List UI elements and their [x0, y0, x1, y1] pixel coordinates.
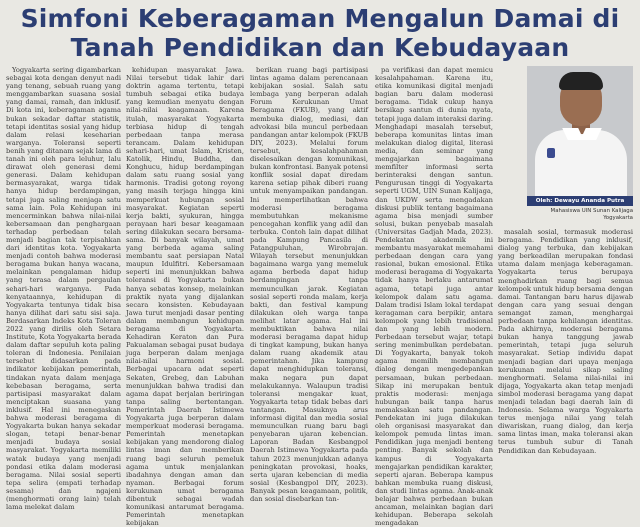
- photo-shirt: [535, 130, 627, 200]
- author-caption: Mahasiswa UIN Sunan Kalijaga Yogyakarta: [550, 208, 633, 221]
- column-3: [250, 66, 368, 503]
- column-2: [126, 66, 244, 527]
- article-headline: Simfoni Keberagaman Mengalun Damai di Tanah Pendidikan dan Kebudayaan: [20, 4, 620, 62]
- column-3-body: berikan ruang bagi partisipasi lintas agama dalam perencanaan kebijakan sosial. Salah satu lembaga yang berperan adalah Forum Kerukunan Umat Beragama (FKUB), yang aktif membuka dialog, mediasi, dan advokasi bila muncul perbedaan pandangan antar kelompok (FKUB DIY, 2023). Melalui forum tersebut, kesalahpahaman diselesaikan dengan komunikasi, bukan konfrontasi. Banyak potensi konflik sosial dapat diredam karena setiap pihak diberi ruang untuk menyampaikan pandangan. Ini memperlihatkan bahwa moderasi beragama membutuhkan mekanisme pencegahan konflik yang adil dan terbuka. Contoh lain dapat dilihat pada Kampung Pancasila di Patangpuluhan, Wirobrajan. Wilayah tersebut menunjukkan bagaimana warga yang memeluk agama berbeda dapat hidup berdampingan tanpa memunculkan jarak. Kegiatan sosial seperti ronda malam, kerja bakti, dan festival kampung dilakukan oleh warga tanpa melihat latar agama. Hal ini membuktikan bahwa nilai moderasi beragama dapat hidup di tingkat kampung, bukan hanya dalam ruang akademik atau pemerintahan. Jika kampung dapat menghidupkan toleransi, maka negara pun dapat melakukannya. Walaupun tradisi toleransi mengakar kuat, Yogyakarta tetap tidak bebas dari tantangan. Masuknya arus informasi digital dan media sosial memunculkan ruang baru bagi penyebaran ujaran kebencian. Laporan Badan Kesbangpol Daerah Istimewa Yogyakarta pada tahun 2023 menunjukkan adanya peningkatan provokasi, hoaks, serta ujaran kebencian di media sosial (Kesbangpol DIY, 2023). Banyak pesan keagamaan, politik, dan sosial disebarkan tan-: [250, 66, 368, 503]
- column-1: [6, 66, 121, 512]
- author-name-bar: Oleh: Dewayu Ananda Putra: [527, 196, 633, 206]
- author-photo: [527, 66, 633, 196]
- column-5-top-left: [498, 66, 524, 226]
- column-4-body: pa verifikasi dan dapat memicu kesalahpahaman. Karena itu, etika komunikasi digital menjadi bagian baru dalam moderasi beragama. Tidak cukup hanya bersikap santun di dunia nyata, tetapi juga dalam interaksi daring. Menghadapi masalah tersebut, beberapa komunitas lintas iman melakukan dialog digital, literasi media, dan seminar yang mengajarkan bagaimana memfilter informasi serta berinteraksi dengan santun. Pengurusan tinggi di Yogyakarta seperti UGM, UIN Sunan Kalijaga, dan UKDW serta mengadakan diskusi publik tentang bagaimana agama bisa menjadi sumber solusi, bukan penyebab masalah (Universitas Gadjah Mada, 2023). Pendekatan akademik ini membantu masyarakat memahami perbedaan dengan cara yang rasional, bukan emosional. Etika moderasi beragama di Yogyakarta tidak hanya berlaku antarumat agama, tetapi juga antar kelompok dalam satu agama. Dalam tradisi Islam lokal terdapat keragaman cara berpikir, antara kelompok yang lebih tradisional dan yang lebih modern. Perbedaan tersebut wajar, tetapi sering menimbulkan perdebatan. Di Yogyakarta, banyak tokoh agama memilih membangun dialog dengan mengedepankan persamaan, bukan perbedaan. Sikap ini merupakan bentuk praktis moderasi: menjaga hubungan baik tanpa harus memaksakan satu pandangan. Pendekatan ini juga dilakukan oleh organisasi masyarakat dan kelompok pemuda lintas iman. Pendidikan juga menjadi benteng penting. Banyak sekolah dan kampus di Yogyakarta mengajarkan pendidikan karakter, seperti ajaran. Beberapa kampus bahkan membuka ruang diskusi, dan studi lintas agama. Anak-anak belajar bahwa perbedaan bukan ancaman, melainkan bagian dari kehidupan. Beberapa sekolah mengadakan: [375, 66, 493, 527]
- column-5-body: masalah sosial, termasuk moderasi beragama. Pendidikan yang inklusif, dialog yang terbuka, dan kebijakan yang berkeadilan merupakan fondasi utama dalam menjaga keberagaman. Yogyakarta terus berupaya menghadirkan ruang bagi semua kelompok untuk hidup bersama dengan damai. Tantangan baru harus dijawab dengan cara yang sesuai dengan semangat zaman, menghargai perbedaan tanpa kehilangan identitas. Pada akhirnya, moderasi beragama bukan hanya tanggung jawab pemerintah, tetapi juga seluruh masyarakat. Setiap individu dapat menjadi bagian dari upaya menjaga kerukunan melalui sikap saling menghormati. Selama nilai-nilai ini dijaga, Yogyakarta akan tetap menjadi simbol moderasi beragama yang dapat menjadi teladan bagi daerah lain di Indonesia. Selama warga Yogyakarta terus menjaga nilai yang telah diwariskan, ruang dialog, dan kerja sama lintas iman, maka toleransi akan terus tumbuh subur di Tanah Pendidikan dan Kebudayaan.: [498, 228, 633, 455]
- photo-hair: [559, 72, 603, 90]
- column-5: [498, 228, 633, 480]
- column-4: [375, 66, 493, 527]
- column-2-body: kehidupan masyarakat Jawa. Nilai tersebut tidak lahir dari doktrin agama tertentu, tetapi tumbuh sebagai etika budaya yang kemudian menyatu dengan nilai-nilai keagamaan. Karena itulah, masyarakat Yogyakarta terbiasa hidup di tengah perbedaan tanpa merasa terancam. Dalam kehidupan sehari-hari, umat Islam, Kristen, Katolik, Hindu, Buddha, dan Konghucu, hidup berdampingan dalam satu ruang sosial yang harmonis. Tradisi gotong royong yang masih terjaga hingga kini memperkuat hubungan sosial masyarakat. Kegiatan seperti kerja bakti, syukuran, hingga perayaan hari besar keagamaan sering dilakukan secara bersama-sama. Di banyak wilayah, umat yang berbeda agama saling membantu saat persiapan Natal maupun Idulfitri. Kebersamaan seperti ini menunjukkan bahwa toleransi di Yogyakarta bukan hanya sebatas konsep, melainkan praktik nyata yang dijalankan secara konsisten. Kebudayaan Jawa turut menjadi dasar penting dalam membangun kehidupan beragama di Yogyakarta. Kehadiran Keraton dan Pura Pakualaman sebagai pusat budaya juga berperan dalam menjaga nilai-nilai harmoni sosial. Berbagai upacara adat seperti Sekaten, Grebeg, dan Labuhan menunjukkan bahwa tradisi dan agama dapat berjalan beriringan tanpa saling bertentangan. Pemerintah Daerah Istimewa Yogyakarta juga berperan dalam memperkuat moderasi beragama. Pemerintah menetapkan kebijakan yang mendorong dialog lintas iman dan memberikan ruang bagi seluruh pemeluk agama untuk menjalankan ibadahnya dengan aman dan nyaman. Berbagai forum kerukunan umat beragama dibentuk sebagai wadah komunikasi antarumat beragama. Pemerintah menetapkan kebijakan: [126, 66, 244, 527]
- photo-badge-icon: [547, 148, 555, 158]
- column-1-body: Yogyakarta sering digambarkan sebagai kota dengan denyut nadi yang tenang, sebuah ruang yang menggambarkan suasana sosial yang damai, ramah, dan inklusif. Di kota ini, keberagaman agama bukan sekadar daftar statistik, tetapi identitas sosial yang hidup dalam relasi keseharian warganya. Toleransi seperti benih yang ditanam sejak lama di tanah ini oleh para leluhur, lalu dirawat oleh generasi demi generasi. Dalam kehidupan bermasyarakat, warga tidak hanya hidup berdampingan, tetapi juga saling menjaga satu sama lain. Pola Kehidupan ini mencerminkan bahwa nilai-nilai kebersamaan dan penghargaan terhadap perbedaan telah menjadi bagian tak terpisahkan dari identitas kota. Yogyakarta menjadi contoh bahwa moderasi beragama bukan hanya wacana, melainkan pengalaman hidup yang terasa dalam pergaulan sehari-hari warganya. Pada kenyataannya, kehidupan di Yogyakarta tentunya tidak bisa hanya dilihat dari satu sisi saja. Berdasarkan Indeks Kota Toleran 2022 yang dirilis oleh Setara Institute, Kota Yogyakarta berada dalam daftar sepuluh kota paling toleran di Indonesia. Penilaian tersebut didasarkan pada indikator kebijakan pemerintah, tindakan nyata dalam menjaga kebebasan beragama, serta partisipasi masyarakat dalam menciptakan suasana yang inklusif. Hal ini menegaskan bahwa moderasi beragama di Yogyakarta bukan hanya sekadar slogan, tetapi benar-benar menjadi budaya sosial masyarakat. Yogyakarta memiliki watak budaya yang menjadi pondasi etika dalam moderasi beragama. Nilai sosial seperti tepa selira (empati terhadap sesama) dan ngajeni (menghormati orang lain) telah lama melekat dalam: [6, 66, 121, 512]
- author-photo-box: [527, 66, 633, 224]
